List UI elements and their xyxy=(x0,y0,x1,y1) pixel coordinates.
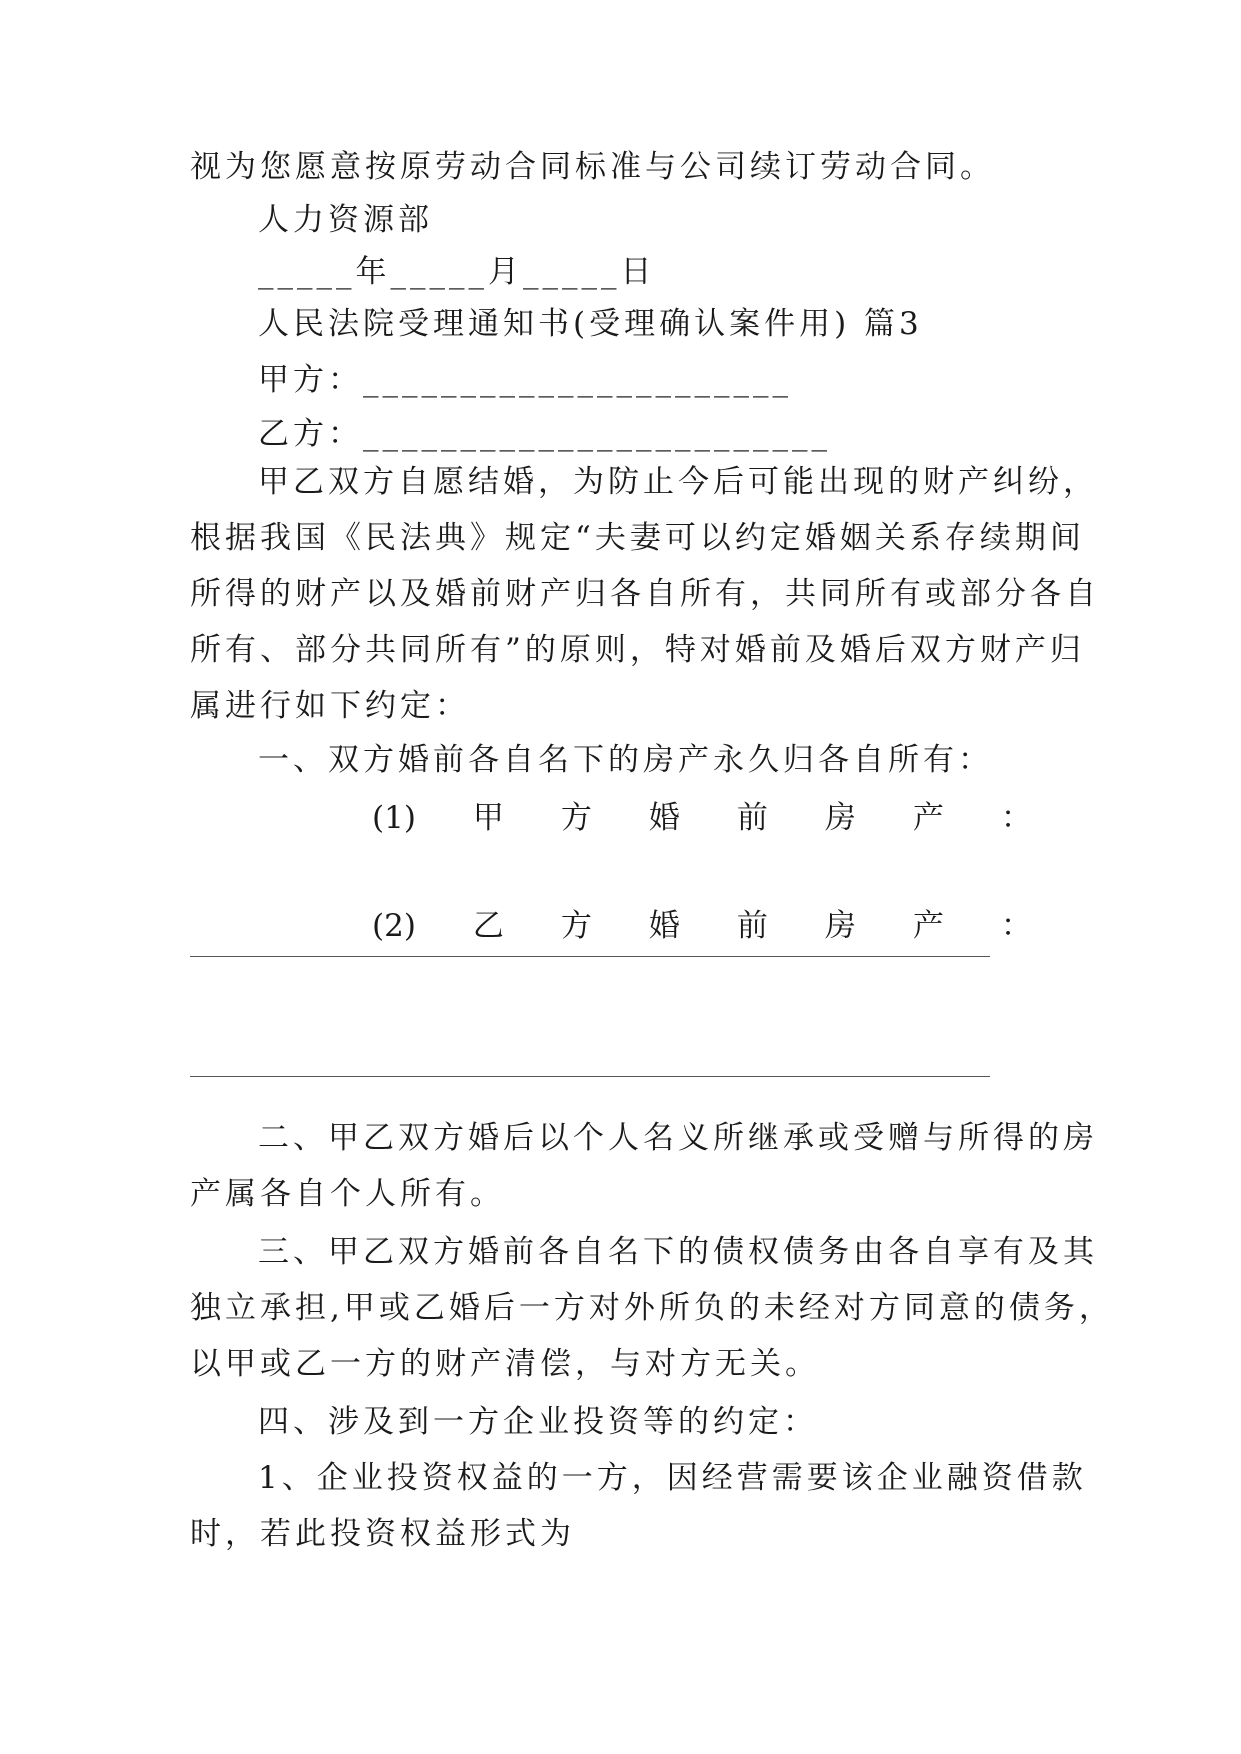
blank-rule xyxy=(190,1076,990,1077)
date-blank: _____年_____月_____日 xyxy=(258,254,656,290)
item-2-part: (2) xyxy=(372,908,416,944)
item-2-part: 婚 xyxy=(648,908,680,944)
text-line: 视为您愿意按原劳动合同标准与公司续订劳动合同。 xyxy=(190,149,995,185)
blank-rule xyxy=(190,956,990,957)
item-1-part: ： xyxy=(1000,800,1032,836)
item-1-part: 产 xyxy=(912,800,944,836)
paragraph-line: 甲乙双方自愿结婚，为防止今后可能出现的财产纠纷， xyxy=(258,464,1098,500)
clause-four: 四、涉及到一方企业投资等的约定： xyxy=(258,1404,818,1440)
clause-one: 一、双方婚前各自名下的房产永久归各自所有： xyxy=(258,742,993,778)
party-b-field: 乙方：________________________ xyxy=(258,416,831,452)
item-2-part: 乙 xyxy=(472,908,504,944)
item-1-part: 方 xyxy=(560,800,592,836)
paragraph-line: 属进行如下约定： xyxy=(190,688,470,724)
paragraph-line: 以甲或乙一方的财产清偿，与对方无关。 xyxy=(190,1346,820,1382)
clause-three: 三、甲乙双方婚前各自名下的债权债务由各自享有及其 xyxy=(258,1234,1098,1270)
paragraph-line: 独立承担,甲或乙婚后一方对外所负的未经对方同意的债务， xyxy=(190,1290,1114,1326)
item-1-part: 甲 xyxy=(472,800,504,836)
item-1-part: (1) xyxy=(372,800,416,836)
item-2-label xyxy=(372,906,1032,946)
section-title: 人民法院受理通知书(受理确认案件用) 篇3 xyxy=(258,306,923,342)
clause-two: 二、甲乙双方婚后以个人名义所继承或受赠与所得的房 xyxy=(258,1120,1098,1156)
paragraph-line: 产属各自个人所有。 xyxy=(190,1176,505,1212)
party-a-field: 甲方：______________________ xyxy=(258,362,792,398)
item-1-label xyxy=(372,798,1032,838)
paragraph-line: 所有、部分共同所有”的原则，特对婚前及婚后双方财产归 xyxy=(190,632,1085,668)
item-1-part: 房 xyxy=(824,800,856,836)
paragraph-line: 根据我国《民法典》规定“夫妻可以约定婚姻关系存续期间 xyxy=(190,520,1085,556)
item-1-part: 婚 xyxy=(648,800,680,836)
paragraph-line: 1、企业投资权益的一方，因经营需要该企业融资借款 xyxy=(258,1460,1087,1496)
item-2-part: 房 xyxy=(824,908,856,944)
paragraph-line: 时，若此投资权益形式为 xyxy=(190,1516,575,1552)
item-1-part: 前 xyxy=(736,800,768,836)
item-2-part: 产 xyxy=(912,908,944,944)
item-2-part: 前 xyxy=(736,908,768,944)
paragraph-line: 所得的财产以及婚前财产归各自所有，共同所有或部分各自 xyxy=(190,576,1100,612)
department-signature: 人力资源部 xyxy=(258,202,433,238)
item-2-part: ： xyxy=(1000,908,1032,944)
item-2-part: 方 xyxy=(560,908,592,944)
